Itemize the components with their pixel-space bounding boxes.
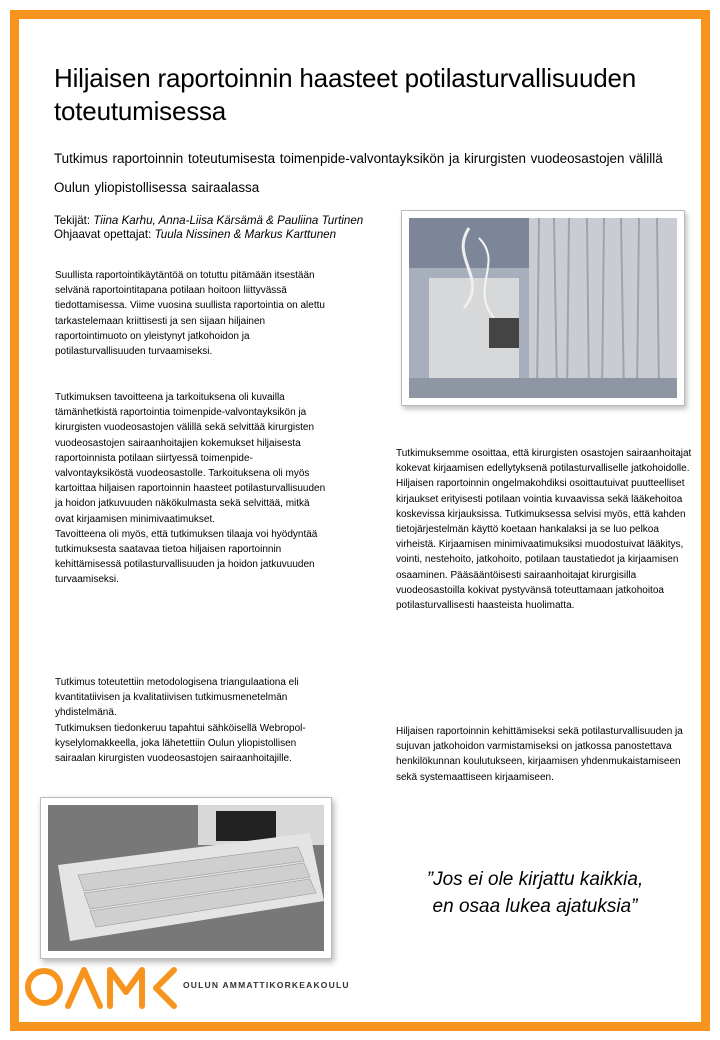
goal-paragraph: Tavoitteena oli myös, että tutkimuksen tilaaja voi hyödyntää tutkimuksesta saatavaa tietoa hiljaisen raportoinnin kehittämisessä potilasturvallisuuden ja hoidon jatkuvuuden turvaamiseksi. — [55, 528, 318, 586]
supervisors-label: Ohjaavat opettajat: — [54, 228, 152, 241]
supervisors-line — [54, 228, 404, 242]
authors-block — [54, 214, 404, 242]
curtain-illustration — [409, 218, 677, 398]
supervisors-names: Tuula Nissinen & Markus Karttunen — [154, 228, 337, 241]
quote-line-1: ”Jos ei ole kirjattu kaikkia, — [426, 869, 644, 890]
right-paragraph-2 — [396, 724, 696, 800]
authors-names: Tiina Karhu, Anna-Liisa Kärsämä & Pauliina Turtinen — [93, 214, 364, 227]
results-paragraph: Tutkimuksemme osoittaa, että kirurgisten osastojen sairaanhoitajat kokevat kirjaamisen edellytyksenä potilasturvalliselle jatkohoidolle. Hiljaisen raportoinnin ongelmakohdiksi osoittautuivat puutteelliset kirjaukset erityisesti potilaan vointia kuvaavissa sekä lääkehoitoa koskevissa kirjauksissa. Tutkimuksessa selvisi myös, että kahden tietojärjestelmän käyttö koetaan hankalaksi ja se luo pelkoa virheistä. Kirjaamisen minimivaatimuksiksi muodostuivat lääkitys, vointi, nestehoito, jatkohoito, potilaan taustatiedot ja kirjaamisen osaaminen. Pääsääntöisesti sairaanhoitajat kirurgisilla vuodeosastoilla kokivat pystyvänsä toteuttamaan jatkohoitoa potilasturvallisesti haasteista huolimatta. — [396, 448, 692, 612]
aim-paragraph: Tutkimuksen tavoitteena ja tarkoituksena oli kuvailla tämänhetkistä raportointia toimenpide-valvontayksikön ja kirurgisten vuodeosastojen välillä sekä selvittää kirurgisten vuodeosastojen sairaanhoitajien kokemukset hiljaisesta raportoinnista potilaan siirtyessä toimenpide-valvontayksiköstä vuodeosastolle. Tarkoituksena oli myös kartoittaa hiljaisen raportoinnin haasteet potilasturvallisuuden ja hoidon jatkuvuuden näkökulmasta sekä selvittää, mitkä ovat kirjaamisen minimivaatimukset. — [55, 392, 326, 525]
method-paragraph: Tutkimus toteutettiin metodologisena triangulaationa eli kvantitatiivisen ja kvalitatiivisen tutkimusmenetelmän yhdistelmänä. — [55, 677, 299, 719]
keyboard-photo — [40, 797, 332, 959]
right-paragraph-1 — [396, 446, 696, 628]
poster-title: Hiljaisen raportoinnin haasteet potilasturvallisuuden toteutumisessa — [54, 63, 636, 126]
left-paragraph-2 — [55, 390, 330, 603]
authors-line — [54, 214, 404, 228]
poster-subtitle: Tutkimus raportoinnin toteutumisesta toimenpide-valvontayksikön ja kirurgisten vuodeosastojen välillä Oulun yliopistollisessa sairaalassa — [54, 151, 663, 195]
quote-line-2: en osaa lukea ajatuksia” — [432, 896, 638, 917]
data-collection-paragraph: Tutkimuksen tiedonkeruu tapahtui sähköisellä Webropol-kyselylomakkeella, joka lähetettiin Oulun yliopistollisen sairaalan kirurgisten vuodeosastojen sairaanhoitajille. — [55, 722, 306, 765]
authors-label: Tekijät: — [54, 214, 91, 227]
conclusion-paragraph: Hiljaisen raportoinnin kehittämiseksi sekä potilasturvallisuuden ja sujuvan jatkohoidon varmistamiseksi on jatkossa panostettava henkilökunnan koulutukseen, kirjaamisen yhdenmukaistamiseen sekä systemaattiseen kirjaamiseen. — [396, 726, 683, 783]
quote-block — [400, 866, 670, 920]
left-paragraph-1 — [55, 268, 330, 374]
intro-paragraph: Suullista raportointikäytäntöä on totuttu pitämään itsestään selvänä raportointitapana potilaan hoitoon liittyvässä tiedottamisessa. Viime vuosina suullista raportointia on alettu tarkastelemaan kriittisesti ja sen sijaan hiljainen raportointimuoto on yleistynyt jatkohoidon ja potilasturvallisuuden turvaamiseksi. — [55, 270, 325, 358]
keyboard-illustration — [48, 805, 324, 951]
curtain-photo — [401, 210, 685, 406]
left-paragraph-3 — [55, 675, 330, 766]
logo-subtext: OULUN AMMATTIKORKEAKOULU — [183, 980, 350, 990]
